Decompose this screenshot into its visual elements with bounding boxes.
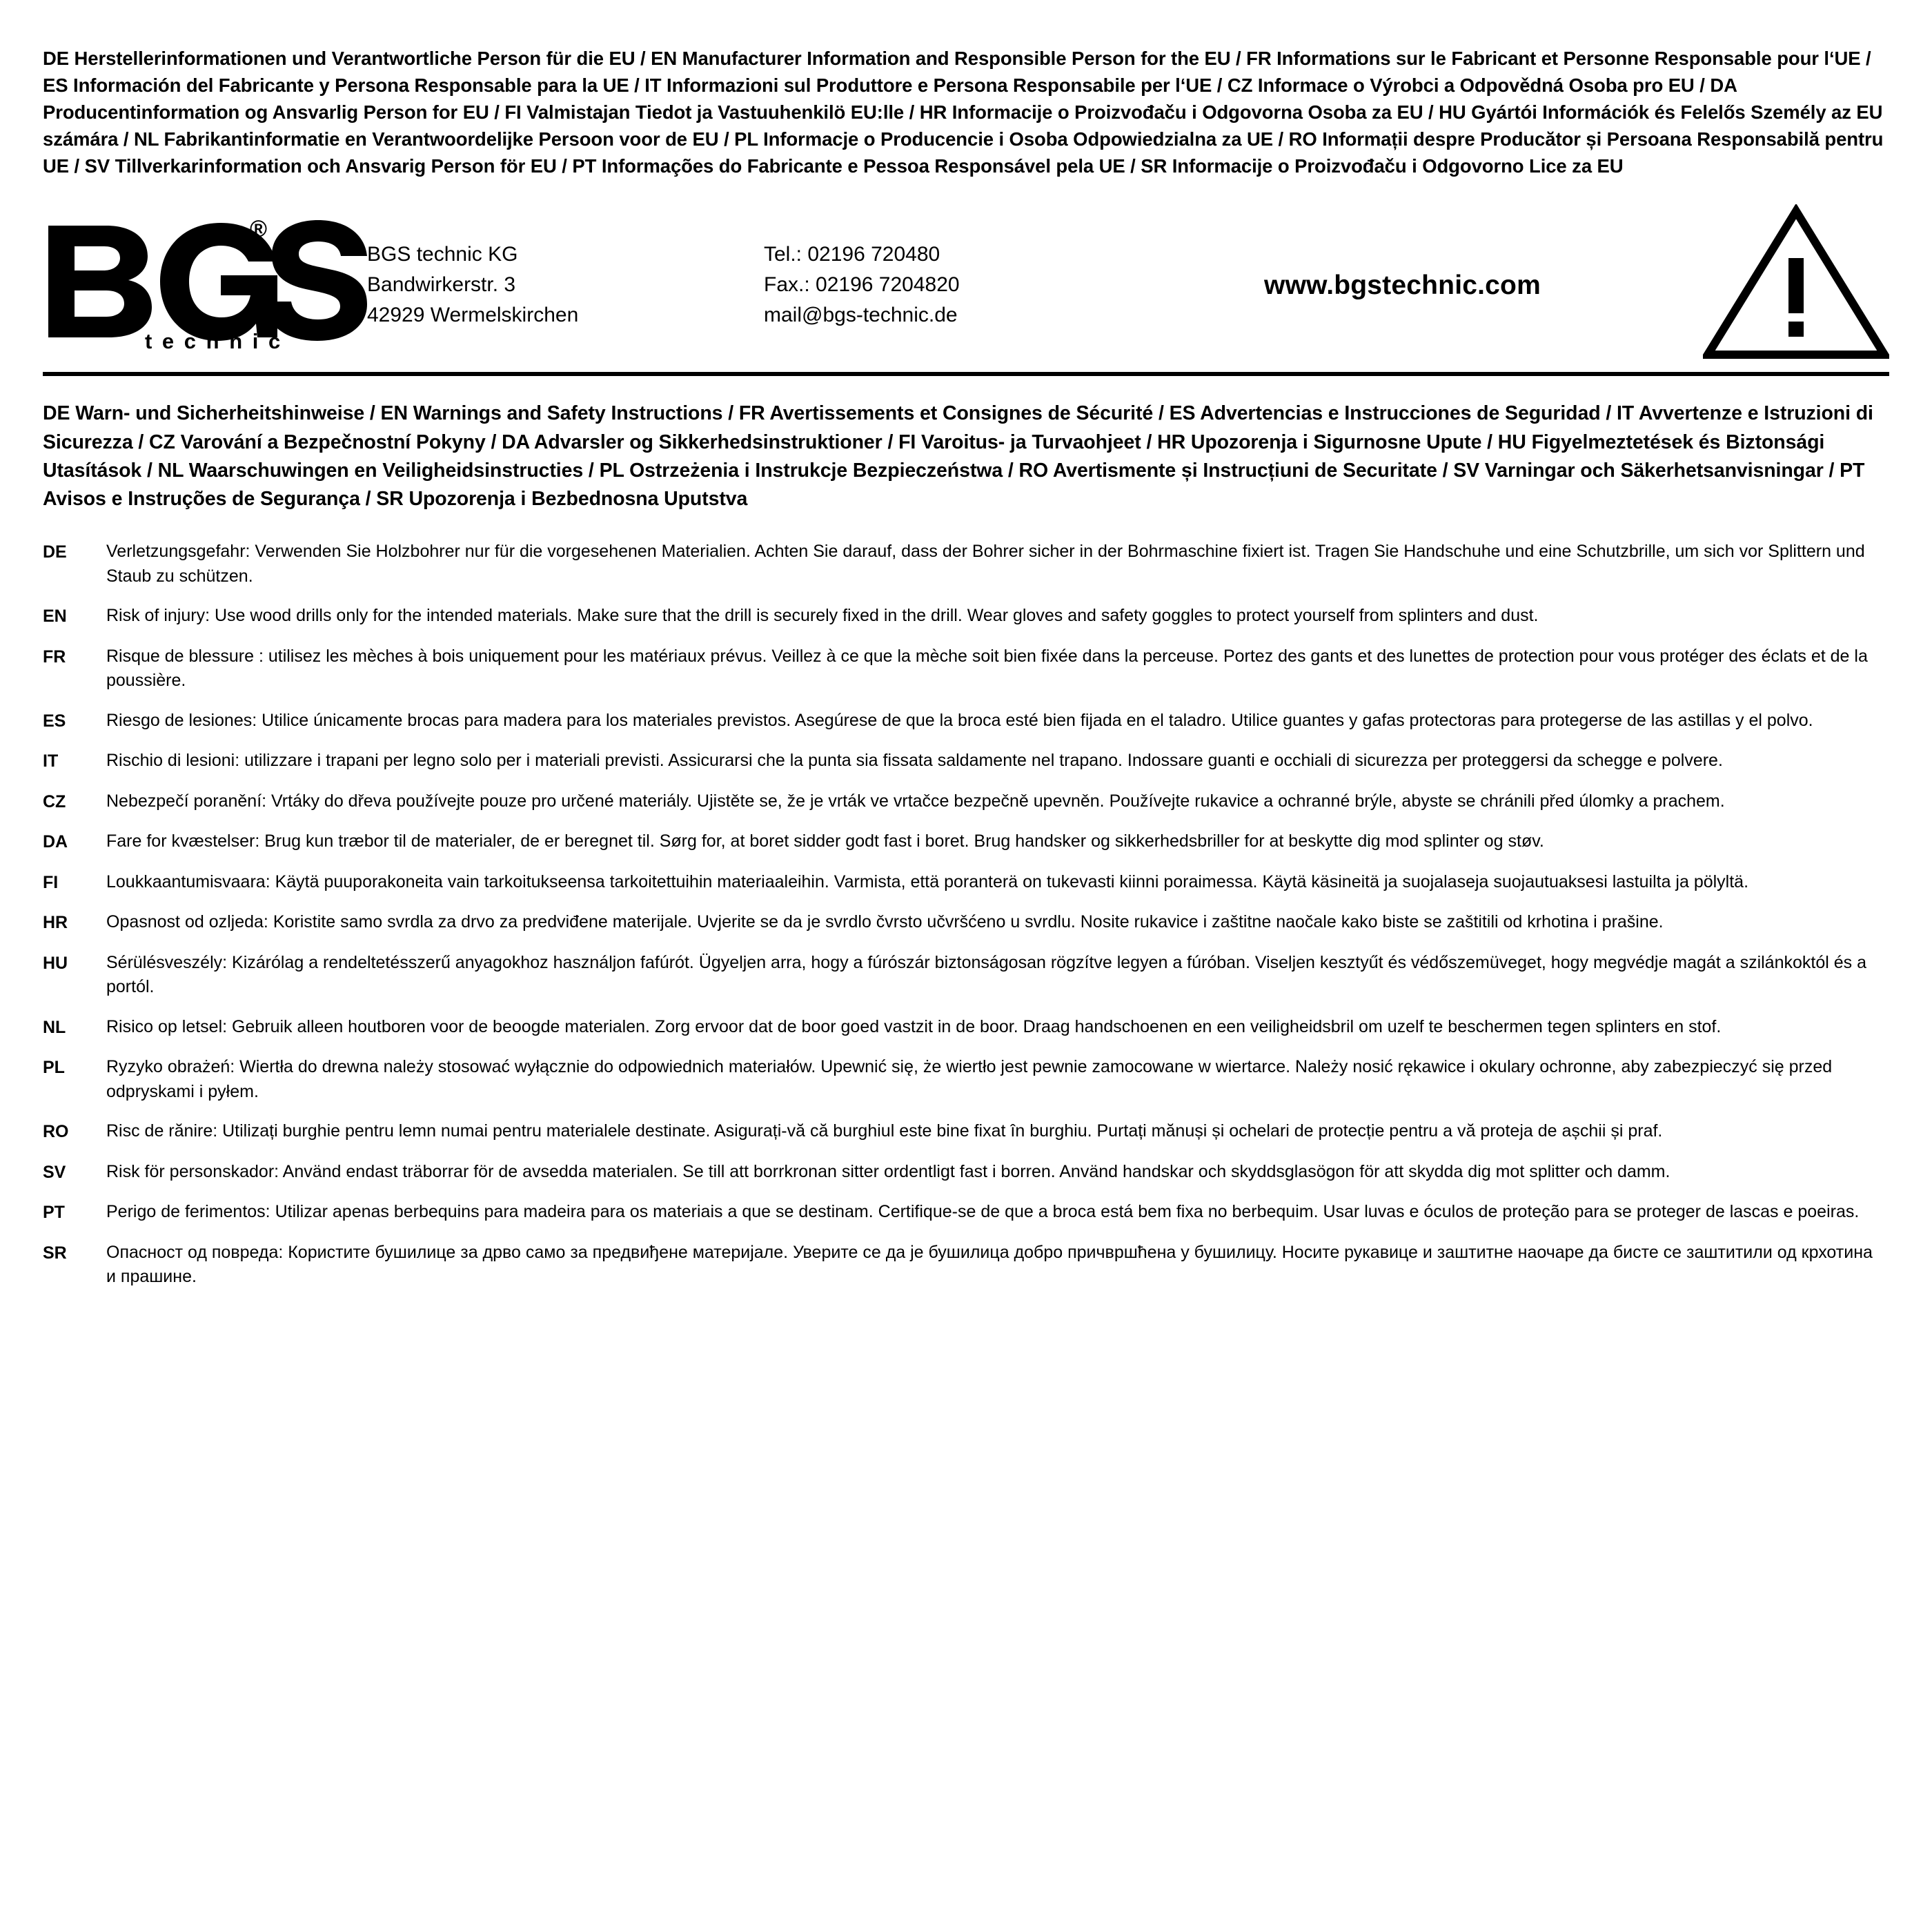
list-item xyxy=(43,789,1889,815)
language-code: EN xyxy=(43,607,67,627)
list-item xyxy=(43,749,1889,774)
list-item xyxy=(43,951,1889,1000)
svg-text:®: ® xyxy=(250,215,268,242)
bgs-logo-graphic xyxy=(43,213,367,351)
company-fax: Fax.: 02196 7204820 xyxy=(764,273,960,296)
manufacturer-info-heading: DE Herstellerinformationen und Verantwortliche Person für die EU / EN Manufacturer Information and Responsible Person for the EU / FR Informations sur le Fabricant et Personne Responsable pour l‘UE / ES Información del Fabricante y Persona Responsable para la UE / IT Informazioni sul Produttore e Persona Responsabile per l‘UE / CZ Informace o Výrobci a Odpovědná Osoba pro EU / DA Producentinformation og Ansvarlig Person for EU / FI Valmistajan Tiedot ja Vastuuhenkilö EU:lle / HR Informacije o Proizvođaču i Odgovorna Osoba za EU / HU Gyártói Információk és Felelős Személy az EU számára / NL Fabrikantinformatie en Verantwoordelijke Persoon voor de EU / PL Informacje o Producencie i Osoba Odpowiedzialna za UE / RO Informații despre Producător și Persoana Responsabilă pentru UE / SV Tillverkarinformation och Ansvarig Person för EU / PT Informações do Fabricante e Pessoa Responsável pela UE / SR Informacije o Proizvođaču i Odgovorno Lice za EU xyxy=(43,48,1884,177)
language-code: FI xyxy=(43,872,59,892)
instruction-text: Perigo de ferimentos: Utilizar apenas berbequins para madeira para os materiais a que se destinam. Certifique-se de que a broca está bem fixa no berbequim. Usar luvas e óculos de proteção para se proteger de lascas e poeiras. xyxy=(106,1202,1860,1222)
list-item xyxy=(43,1119,1889,1145)
language-code: NL xyxy=(43,1017,66,1037)
svg-text:t e c h n i c: t e c h n i c xyxy=(145,328,283,351)
instruction-text: Sérülésveszély: Kizárólag a rendeltetésszerű anyagokhoz használjon fafúrót. Ügyeljen arra, hogy a fúrószár biztonságosan rögzítve legyen a fúróban. Viseljen kesztyűt és védőszemüveget, hogy megvédje magát a szilánkoktól és a portól. xyxy=(106,952,1866,997)
warning-triangle-icon xyxy=(1682,204,1889,359)
company-contact xyxy=(764,234,1123,331)
list-item xyxy=(43,1241,1889,1290)
language-code: SR xyxy=(43,1243,67,1263)
instruction-text: Risc de rănire: Utilizați burghie pentru lemn numai pentru materialele destinate. Asigurați-vă că burghiul este bine fixat în burghiu. Purtați mănuși și ochelari de protecție pentru a vă proteja de așchii și praf. xyxy=(106,1121,1663,1141)
language-code: FR xyxy=(43,647,66,667)
list-item xyxy=(43,644,1889,693)
company-email: mail@bgs-technic.de xyxy=(764,303,958,326)
list-item xyxy=(43,1200,1889,1225)
list-item xyxy=(43,709,1889,734)
company-info-band xyxy=(43,204,1889,376)
list-item xyxy=(43,540,1889,589)
instruction-text: Opasnost od ozljeda: Koristite samo svrdla za drvo za predviđene materijale. Uvjerite se da je svrdlo čvrsto učvršćeno u svrdlu. Nosite rukavice i zaštitne naočale kako biste se zaštitili od krhotina i prašine. xyxy=(106,912,1664,932)
language-code: SV xyxy=(43,1162,66,1182)
warnings-heading: DE Warn- und Sicherheitshinweise / EN Warnings and Safety Instructions / FR Avertissements et Consignes de Sécurité / ES Advertencias e Instrucciones de Seguridad / IT Avvertenze e Istruzioni di Sicurezza / CZ Varování a Bezpečnostní Pokyny / DA Advarsler og Sikkerhedsinstruktioner / FI Varoitus- ja Turvaohjeet / HR Upozorenja i Sigurnosne Upute / HU Figyelmeztetések és Biztonsági Utasítások / NL Waarschuwingen en Veiligheidsinstructies / PL Ostrzeżenia i Instrukcje Bezpieczeństwa / RO Avertismente și Instrucțiuni de Securitate / SV Varningar och Säkerhetsanvisningar / PT Avisos e Instruções de Segurança / SR Upozorenja i Bezbednosna Uputstva xyxy=(43,402,1873,511)
list-item xyxy=(43,829,1889,855)
list-item xyxy=(43,1015,1889,1041)
safety-instructions-list xyxy=(43,540,1889,1290)
bgs-logo xyxy=(43,213,367,351)
company-street: Bandwirkerstr. 3 xyxy=(367,273,516,296)
language-code: HR xyxy=(43,913,68,933)
warning-triangle-graphic xyxy=(1703,204,1889,359)
instruction-text: Rischio di lesioni: utilizzare i trapani per legno solo per i materiali previsti. Assicurarsi che la punta sia fissata saldamente nel trapano. Indossare guanti e occhiali di sicurezza per proteggersi da schegge e polvere. xyxy=(106,751,1723,771)
company-address xyxy=(367,234,764,331)
instruction-text: Ryzyko obrażeń: Wiertła do drewna należy stosować wyłącznie do odpowiednich materiałów. Upewnić się, że wiertło jest pewnie zamocowane w wiertarce. Należy nosić rękawice i okulary ochronne, aby zabezpieczyć się przed odpryskami i pyłem. xyxy=(106,1057,1833,1101)
instruction-text: Risk för personskador: Använd endast träborrar för de avsedda materialen. Se till att borrkronan sitter ordentligt fast i borren. Använd handskar och skyddsglasögon för att skydda dig mot splitter och damm. xyxy=(106,1161,1670,1181)
company-name: BGS technic KG xyxy=(367,242,518,266)
company-website: www.bgstechnic.com xyxy=(1264,270,1541,300)
list-item xyxy=(43,604,1889,629)
instruction-text: Fare for kvæstelser: Brug kun træbor til de materialer, de er beregnet til. Sørg for, at boret sidder godt fast i boret. Brug handsker og sikkerhedsbriller for at beskytte dig mod splinter og støv. xyxy=(106,831,1544,851)
company-tel: Tel.: 02196 720480 xyxy=(764,242,940,266)
company-city: 42929 Wermelskirchen xyxy=(367,303,579,326)
list-item xyxy=(43,1055,1889,1104)
language-code: IT xyxy=(43,751,59,771)
language-code: DA xyxy=(43,832,68,852)
language-code: ES xyxy=(43,711,66,731)
language-code: DE xyxy=(43,542,67,562)
language-code: PL xyxy=(43,1058,65,1078)
instruction-text: Verletzungsgefahr: Verwenden Sie Holzbohrer nur für die vorgesehenen Materialien. Achten Sie darauf, dass der Bohrer sicher in der Bohrmaschine fixiert ist. Tragen Sie Handschuhe und eine Schutzbrille, um sich vor Splittern und Staub zu schützen. xyxy=(106,542,1865,586)
language-code: RO xyxy=(43,1122,69,1142)
list-item xyxy=(43,1160,1889,1185)
list-item xyxy=(43,870,1889,896)
language-code: CZ xyxy=(43,791,66,811)
language-code: HU xyxy=(43,953,68,973)
instruction-text: Risque de blessure : utilisez les mèches à bois uniquement pour les matériaux prévus. Veillez à ce que la mèche soit bien fixée dans la perceuse. Portez des gants et des lunettes de protection pour vous protéger des éclats et de la poussière. xyxy=(106,646,1868,691)
instruction-text: Опасност од повреда: Користите бушилице за дрво само за предвиђене материјале. Уверите се да је бушилица добро причвршћена у бушилицу. Носите рукавице и заштитне наочаре да бисте се заштитили од крхотина и прашине. xyxy=(106,1242,1873,1287)
list-item xyxy=(43,910,1889,936)
instruction-text: Loukkaantumisvaara: Käytä puuporakoneita vain tarkoitukseensa tarkoitettuihin materiaaleihin. Varmista, että poranterä on tukevasti kiinni poraimessa. Käytä käsineitä ja suojalaseja suojautuaksesi lastuilta ja pölyltä. xyxy=(106,871,1749,891)
instruction-text: Nebezpečí poranění: Vrtáky do dřeva používejte pouze pro určené materiály. Ujistěte se, že je vrták ve vrtačce bezpečně upevněn. Používejte rukavice a ochranné brýle, abyste se chránili před úlomky a prachem. xyxy=(106,791,1725,811)
instruction-text: Risk of injury: Use wood drills only for the intended materials. Make sure that the drill is securely fixed in the drill. Wear gloves and safety goggles to protect yourself from splinters and dust. xyxy=(106,606,1539,626)
instruction-text: Riesgo de lesiones: Utilice únicamente brocas para madera para los materiales previstos. Asegúrese de que la broca esté bien fijada en el taladro. Utilice guantes y gafas protectoras para protegerse de las astillas y el polvo. xyxy=(106,710,1813,730)
language-code: PT xyxy=(43,1203,65,1223)
instruction-text: Risico op letsel: Gebruik alleen houtboren voor de beoogde materialen. Zorg ervoor dat de boor goed vastzit in de boor. Draag handschoenen en een veiligheidsbril om uzelf te beschermen tegen splinters en stof. xyxy=(106,1016,1722,1036)
